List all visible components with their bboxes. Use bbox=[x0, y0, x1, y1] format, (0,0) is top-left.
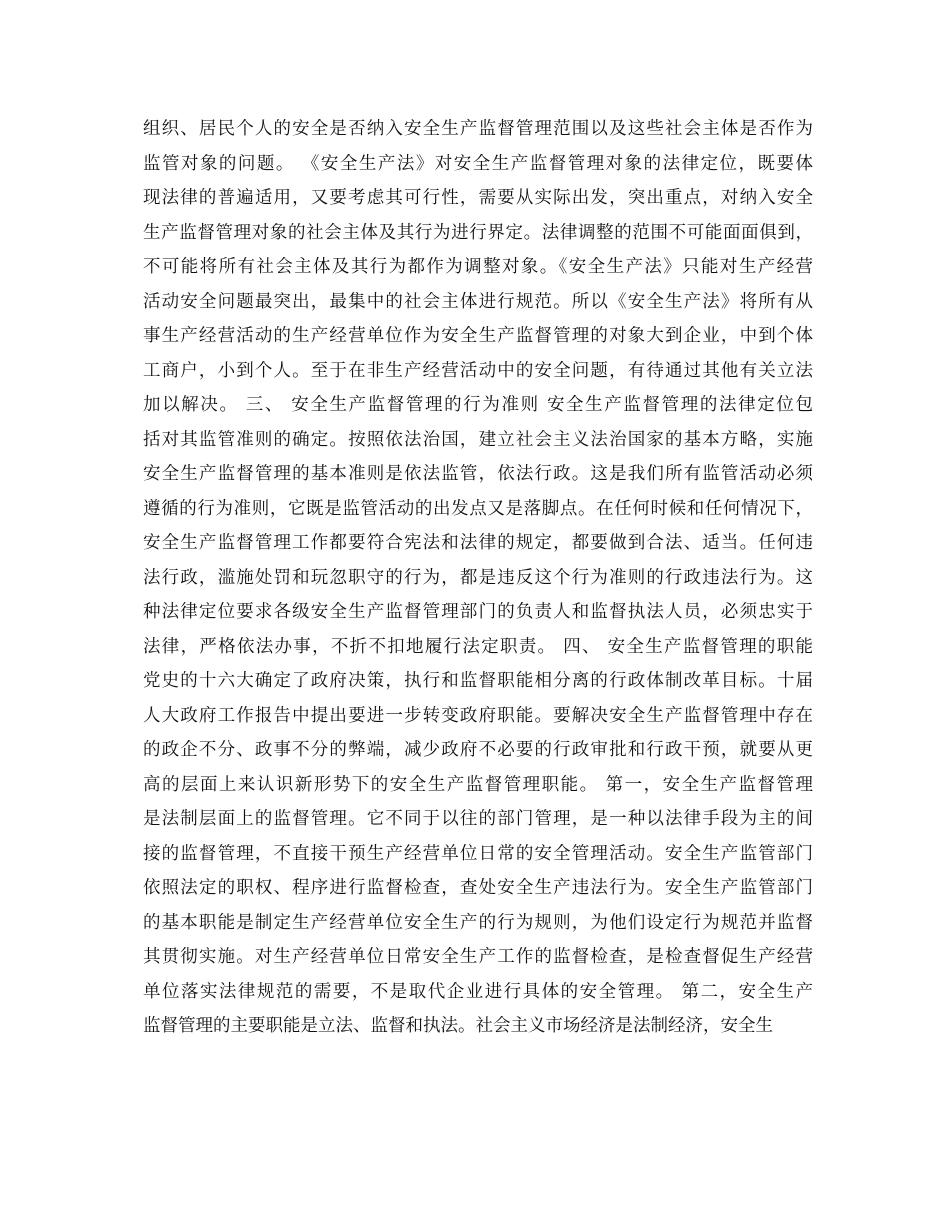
text-line: 接的监督管理，不直接干预生产经营单位日常的安全管理活动。安全生产监管部门 bbox=[143, 843, 813, 864]
text-line: 是法制层面上的监督管理。它不同于以往的部门管理，是一种以法律手段为主的间 bbox=[143, 809, 813, 829]
text-line: 的政企不分、政事不分的弊端，减少政府不必要的行政审批和行政干预，就要从更 bbox=[143, 740, 813, 760]
text-line: 监管对象的问题。 《安全生产法》对安全生产监督管理对象的法律定位，既要体 bbox=[143, 153, 813, 174]
text-line: 的基本职能是制定生产经营单位安全生产的行为规则，为他们设定行为规范并监督 bbox=[143, 912, 813, 933]
text-line: 安全生产监督管理的基本准则是依法监管，依法行政。这是我们所有监管活动必须 bbox=[143, 464, 813, 484]
text-line: 依照法定的职权、程序进行监督检查，查处安全生产违法行为。安全生产监管部门 bbox=[143, 878, 813, 898]
text-line: 安全生产监督管理工作都要符合宪法和法律的规定，都要做到合法、适当。任何违 bbox=[143, 533, 813, 553]
text-line: 加以解决。 三、 安全生产监督管理的行为准则 安全生产监督管理的法律定位包 bbox=[143, 395, 813, 415]
text-line: 高的层面上来认识新形势下的安全生产监督管理职能。 第一，安全生产监督管理 bbox=[143, 774, 813, 795]
text-line: 单位落实法律规范的需要，不是取代企业进行具体的安全管理。 第二，安全生产 bbox=[143, 981, 813, 1002]
text-line: 法律，严格依法办事，不折不扣地履行法定职责。 四、 安全生产监督管理的职能 bbox=[143, 636, 813, 657]
text-line: 监督管理的主要职能是立法、监督和执法。社会主义市场经济是法制经济，安全生 bbox=[143, 1016, 773, 1036]
text-line: 法行政，滥施处罚和玩忽职守的行为，都是违反这个行为准则的行政违法行为。这 bbox=[143, 567, 813, 588]
text-line: 生产监督管理对象的社会主体及其行为进行界定。法律调整的范围不可能面面俱到， bbox=[143, 222, 813, 243]
text-line: 括对其监管准则的确定。按照依法治国，建立社会主义法治国家的基本方略，实施 bbox=[143, 429, 813, 450]
text-line: 活动安全问题最突出，最集中的社会主体进行规范。所以《安全生产法》将所有从 bbox=[143, 291, 813, 312]
text-line: 人大政府工作报告中提出要进一步转变政府职能。要解决安全生产监督管理中存在 bbox=[143, 705, 813, 726]
text-line: 其贯彻实施。对生产经营单位日常安全生产工作的监督检查，是检查督促生产经营 bbox=[143, 947, 813, 967]
text-line: 党史的十六大确定了政府决策，执行和监督职能相分离的行政体制改革目标。十届 bbox=[143, 671, 813, 691]
text-line: 不可能将所有社会主体及其行为都作为调整对象。《安全生产法》只能对生产经营 bbox=[143, 257, 813, 277]
text-line: 现法律的普遍适用，又要考虑其可行性，需要从实际出发，突出重点，对纳入安全 bbox=[143, 188, 813, 208]
text-line: 工商户，小到个人。至于在非生产经营活动中的安全问题，有待通过其他有关立法 bbox=[143, 360, 813, 381]
text-line: 组织、居民个人的安全是否纳入安全生产监督管理范围以及这些社会主体是否作为 bbox=[143, 119, 813, 139]
text-line: 种法律定位要求各级安全生产监督管理部门的负责人和监督执法人员，必须忠实于 bbox=[143, 602, 813, 622]
body-text bbox=[143, 112, 813, 1044]
text-line: 事生产经营活动的生产经营单位作为安全生产监督管理的对象大到企业，中到个体 bbox=[143, 326, 813, 346]
text-line: 遵循的行为准则，它既是监管活动的出发点又是落脚点。在任何时候和任何情况下， bbox=[143, 498, 813, 519]
